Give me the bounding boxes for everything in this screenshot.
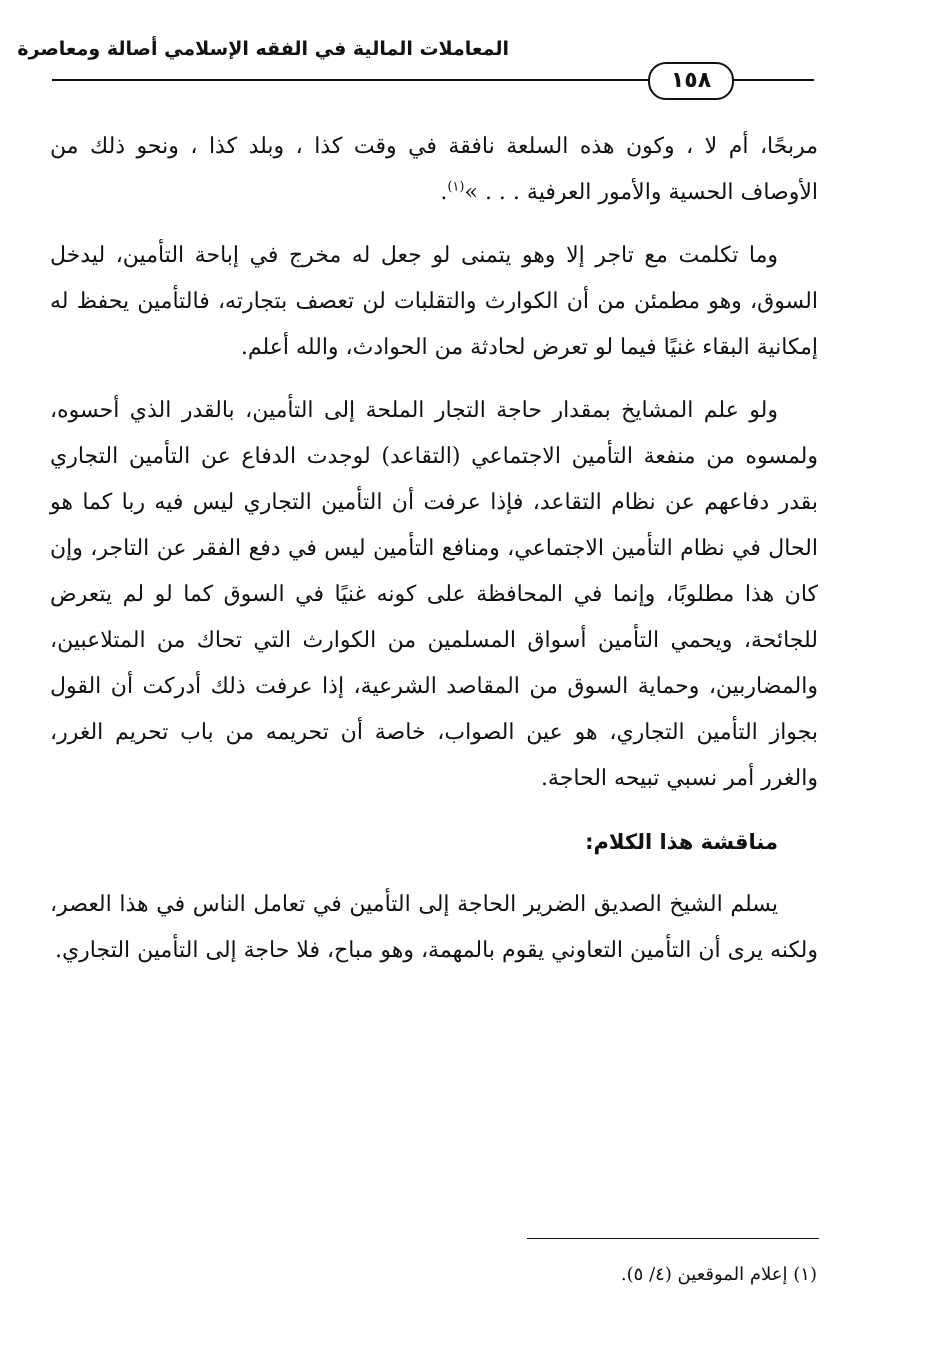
- page-number: ١٥٨: [648, 62, 734, 100]
- paragraph-1: [50, 124, 818, 216]
- paragraph-1-end: .: [440, 180, 448, 205]
- main-text: [50, 124, 818, 991]
- paragraph-2: وما تكلمت مع تاجر إلا وهو يتمنى لو جعل له مخرج في إباحة التأمين، ليدخل السوق، وهو مطمئن من أن الكوارث والتقلبات لن تعصف بتجارته، فالتأمين يحفظ له إمكانية البقاء غنيًا فيما لو تعرض لحادثة من الحوادث، والله أعلم.: [50, 243, 818, 360]
- footnote-rule: [527, 1238, 819, 1239]
- footnote: [397, 1264, 817, 1285]
- footnote-marker: (١): [447, 179, 465, 195]
- footnote-number: (١): [793, 1264, 817, 1285]
- paragraph-4: يسلم الشيخ الصديق الضرير الحاجة إلى التأمين في تعامل الناس في هذا العصر، ولكنه يرى أن التأمين التعاوني يقوم بالمهمة، وهو مباح، فلا حاجة إلى التأمين التجاري.: [50, 892, 818, 963]
- paragraph-1-text: مربحًا، أم لا ، وكون هذه السلعة نافقة في وقت كذا ، وبلد كذا ، ونحو ذلك من الأوصاف الحسية والأمور العرفية . . . »: [50, 134, 818, 205]
- running-title: المعاملات المالية في الفقه الإسلامي أصالة ومعاصرة: [17, 38, 509, 60]
- section-subheading: مناقشة هذا الكلام:: [585, 830, 778, 854]
- footnote-text: إعلام الموقعين (٤/ ٥).: [620, 1264, 788, 1285]
- paragraph-3: ولو علم المشايخ بمقدار حاجة التجار الملحة إلى التأمين، بالقدر الذي أحسوه، ولمسوه من منفعة التأمين الاجتماعي (التقاعد) لوجدت الدفاع عن التأمين التجاري بقدر دفاعهم عن نظام التقاعد، فإذا عرفت أن التأمين التجاري ليس فيه ربا كما هو الحال في نظام التأمين الاجتماعي، ومنافع التأمين ليس في دفع الفقر عن التاجر، وإن كان هذا مطلوبًا، وإنما في المحافظة على كونه غنيًا في السوق كما لو لم يتعرض للجائحة، ويحمي التأمين أسواق المسلمين من الكوارث التي تحاك من المتلاعبين، والمضاربين، وحماية السوق من المقاصد الشرعية، إذا عرفت ذلك أدركت أن القول بجواز التأمين التجاري، هو عين الصواب، خاصة أن تحريمه من باب تحريم الغرر، والغرر أمر نسبي تبيحه الحاجة.: [50, 398, 818, 791]
